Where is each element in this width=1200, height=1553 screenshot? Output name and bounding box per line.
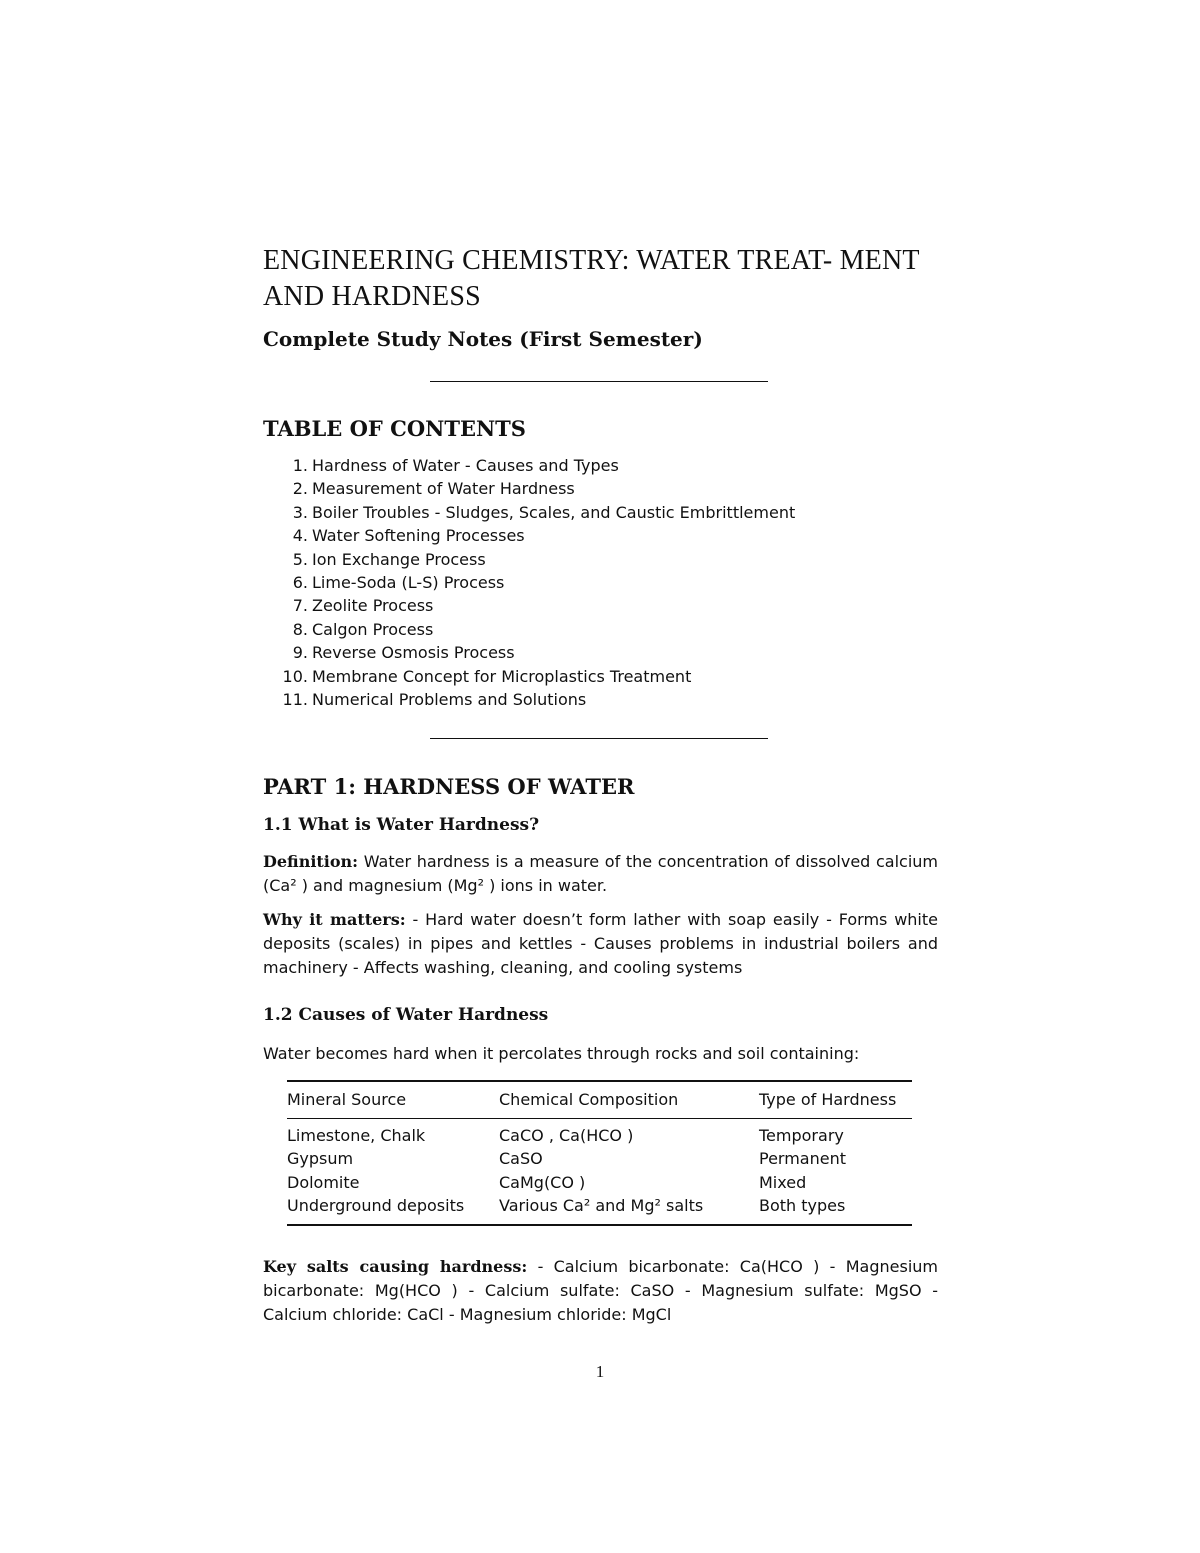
table-cell: Both types [759, 1196, 846, 1215]
toc-item-number: 2. [292, 479, 308, 499]
toc-item-number: 7. [292, 596, 308, 616]
toc-item [263, 618, 963, 641]
document-subtitle: Complete Study Notes (First Semester) [263, 327, 703, 351]
toc-item [263, 524, 963, 547]
why-label: Why it matters: [263, 910, 406, 929]
table-top-rule [287, 1080, 912, 1082]
toc-item [263, 454, 963, 477]
hardness-sources-table [287, 1080, 912, 1226]
key-salts-text: - Calcium bicarbonate: Ca(HCO ) - Magnesium bicarbonate: Mg(HCO ) - Calcium sulfate: CaSO - Magnesium sulfate: MgSO - Calcium chloride: CaCl - Magnesium chloride: MgCl [263, 1257, 939, 1324]
table-cell: CaSO [499, 1149, 543, 1168]
toc-item-label: Lime-Soda (L-S) Process [312, 573, 505, 593]
table-header-cell: Mineral Source [287, 1090, 407, 1109]
toc-item-number: 3. [292, 502, 308, 522]
table-header-cell: Chemical Composition [499, 1090, 679, 1109]
page-number: 1 [595, 1362, 605, 1381]
key-salts-paragraph [263, 1255, 938, 1327]
table-cell: CaCO , Ca(HCO ) [499, 1125, 634, 1145]
why-text: - Hard water doesn’t form lather with soap easily - Forms white deposits (scales) in pipes and kettles - Causes problems in industrial boilers and machinery - Affects washing, cleaning, and cooling systems [263, 910, 938, 977]
table-mid-rule [287, 1118, 912, 1119]
section-1-2-heading: 1.2 Causes of Water Hardness [263, 1005, 549, 1025]
table-bottom-rule [287, 1224, 912, 1226]
horizontal-rule [430, 738, 768, 739]
toc-item [263, 477, 963, 500]
table-cell: Dolomite [287, 1172, 360, 1192]
toc-item-label: Hardness of Water - Causes and Types [312, 456, 619, 475]
table-row [287, 1171, 912, 1195]
toc-item-number: 11. [282, 690, 308, 710]
table-cell: Mixed [759, 1172, 807, 1192]
table-cell: Underground deposits [287, 1196, 465, 1215]
table-row [287, 1124, 912, 1148]
toc-item-label: Ion Exchange Process [312, 549, 486, 569]
toc-item-number: 9. [292, 643, 308, 663]
table-header-row [287, 1088, 912, 1112]
definition-text: Water hardness is a measure of the concentration of dissolved calcium (Ca² ) and magnesium (Mg² ) ions in water. [263, 852, 939, 895]
toc-item-number: 10. [282, 666, 308, 686]
table-cell: Temporary [759, 1125, 844, 1145]
table-cell: Gypsum [287, 1149, 354, 1168]
toc-item-label: Reverse Osmosis Process [312, 643, 515, 663]
toc-heading: TABLE OF CONTENTS [263, 416, 526, 441]
toc-item-label: Membrane Concept for Microplastics Treatment [312, 666, 692, 686]
table-cell: Various Ca² and Mg² salts [499, 1196, 704, 1215]
definition-label: Definition: [263, 852, 359, 871]
toc-item [263, 594, 963, 617]
toc-item [263, 571, 963, 594]
toc-item-label: Measurement of Water Hardness [312, 479, 575, 499]
toc-item [263, 665, 963, 688]
toc-item [263, 501, 963, 524]
toc-item-label: Numerical Problems and Solutions [312, 690, 587, 710]
key-salts-label: Key salts causing hardness: [263, 1257, 528, 1276]
table-header-cell: Type of Hardness [759, 1090, 897, 1109]
toc-item [263, 641, 963, 664]
toc-item-number: 8. [292, 619, 308, 639]
toc-item-number: 4. [292, 526, 308, 546]
toc-item-label: Zeolite Process [312, 596, 434, 616]
definition-paragraph [263, 850, 938, 898]
why-it-matters-paragraph [263, 908, 938, 980]
toc-item-number: 1. [292, 456, 308, 475]
toc-item-label: Calgon Process [312, 619, 434, 639]
toc-item-label: Boiler Troubles - Sludges, Scales, and Caustic Embrittlement [312, 502, 796, 522]
table-row [287, 1194, 912, 1218]
toc-item-number: 6. [292, 573, 308, 593]
table-cell: CaMg(CO ) [499, 1172, 586, 1192]
horizontal-rule [430, 381, 768, 382]
causes-intro-paragraph: Water becomes hard when it percolates through rocks and soil containing: [263, 1044, 860, 1063]
toc-item-label: Water Softening Processes [312, 526, 525, 546]
table-cell: Permanent [759, 1149, 847, 1168]
section-1-1-heading: 1.1 What is Water Hardness? [263, 815, 540, 835]
toc-item-number: 5. [292, 549, 308, 569]
table-row [287, 1147, 912, 1171]
toc-item [263, 688, 963, 711]
table-cell: Limestone, Chalk [287, 1125, 426, 1145]
table-of-contents [263, 454, 963, 711]
document-title: ENGINEERING CHEMISTRY: WATER TREAT- MENT AND HARDNESS [263, 245, 920, 312]
part-1-heading: PART 1: HARDNESS OF WATER [263, 774, 635, 799]
toc-item [263, 548, 963, 571]
